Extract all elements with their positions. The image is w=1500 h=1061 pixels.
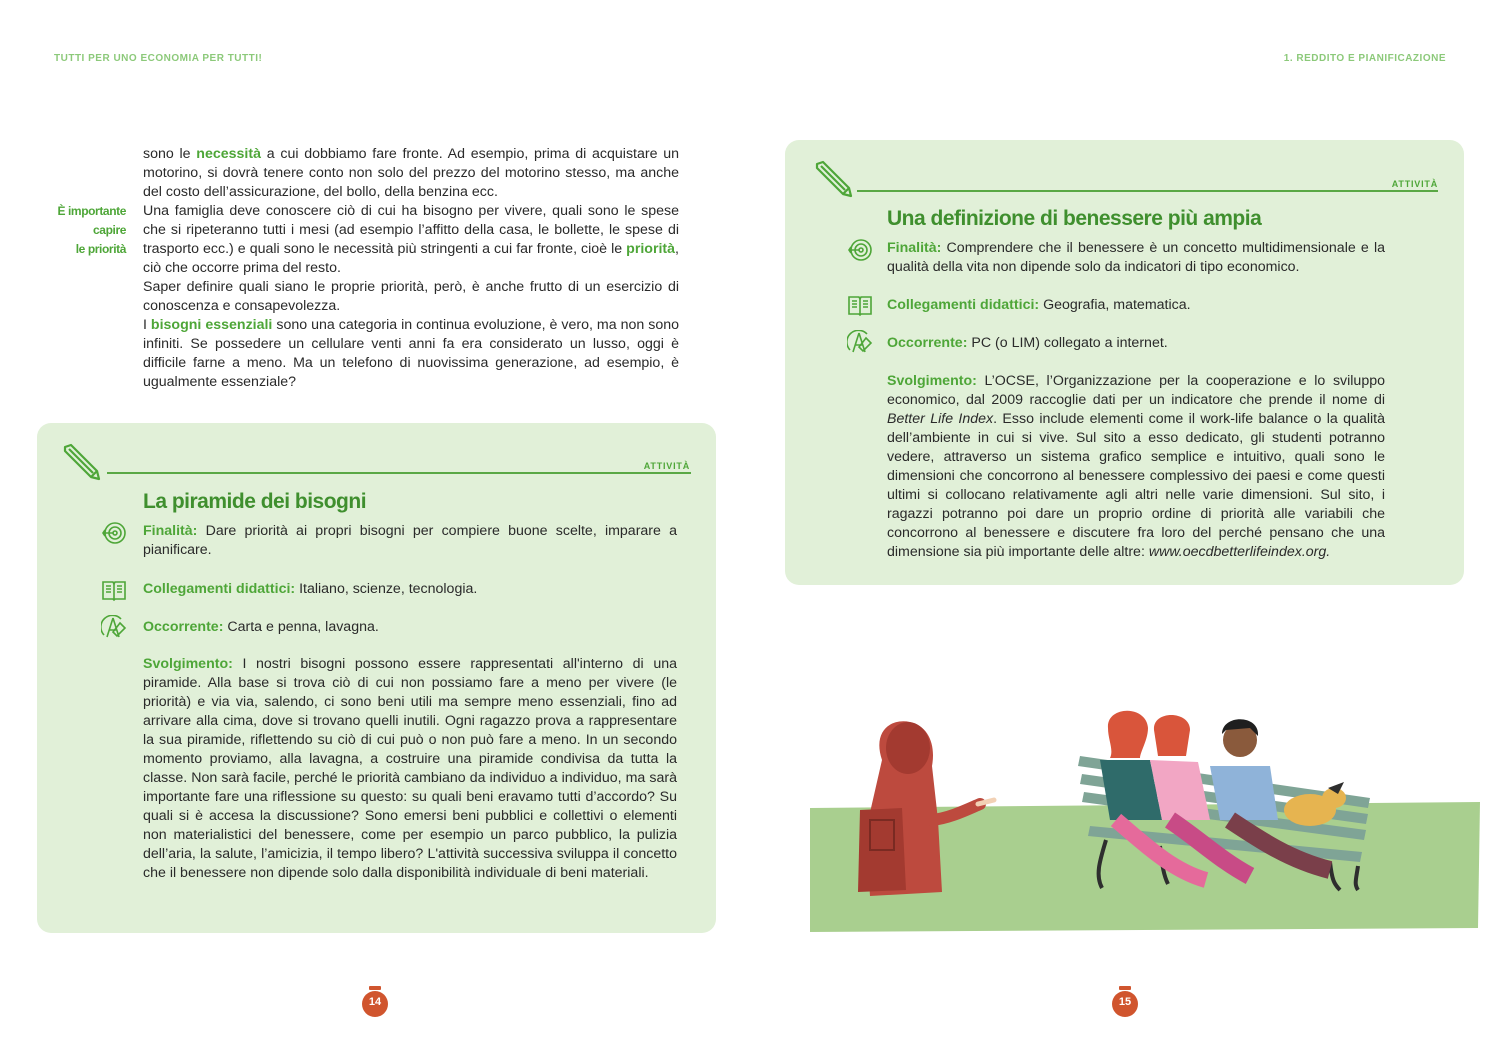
pencil-icon	[813, 158, 853, 198]
occorrente-row	[143, 618, 677, 637]
collegamenti-text: Geografia, matematica.	[1039, 297, 1191, 313]
better-life-index: Better Life Index	[887, 411, 994, 427]
paragraph-4	[143, 316, 679, 392]
header-rule	[107, 472, 691, 474]
collegamenti-row	[887, 296, 1385, 315]
activity-tag: ATTIVITÀ	[643, 461, 690, 471]
text-run: a cui dobbiamo fare fronte. Ad esempio, prima di acquistare un motorino, si dovrà tenere conto non solo del prezzo del motorino stesso, ma anche del costo dell’assicurazione, del bollo, della benzina ecc.	[143, 146, 679, 200]
body-text	[143, 145, 679, 392]
oecd-url: www.oecdbetterlifeindex.org.	[1148, 544, 1331, 560]
occorrente-text: PC (o LIM) collegato a internet.	[967, 335, 1168, 351]
occorrente-row	[887, 334, 1385, 353]
occorrente-label: Occorrente:	[887, 335, 968, 351]
pencil-icon	[61, 441, 101, 481]
margin-note	[40, 202, 126, 259]
running-head-left: TUTTI PER UNO ECONOMIA PER TUTTI!	[54, 53, 263, 64]
margin-note-line-3: le priorità	[75, 242, 126, 256]
svolgimento-row	[887, 372, 1385, 562]
running-head-right: 1. REDDITO E PIANIFICAZIONE	[1283, 53, 1446, 64]
finalita-row	[887, 239, 1385, 277]
header-rule	[857, 190, 1438, 192]
compass-ruler-icon	[847, 330, 873, 356]
target-icon	[847, 236, 873, 262]
text-run: , ciò che occorre prima del resto.	[143, 241, 679, 276]
finalita-label: Finalità:	[887, 240, 942, 256]
paragraph-3: Saper definire quali siano le proprie priorità, però, è anche frutto di un esercizio di conoscenza e consapevolezza.	[143, 279, 679, 314]
svolgimento-label: Svolgimento:	[143, 656, 233, 672]
margin-note-line-1: È importante	[57, 204, 126, 218]
keyword-necessita: necessità	[196, 146, 261, 162]
compass-ruler-icon	[101, 615, 127, 641]
activity-tag: ATTIVITÀ	[1391, 179, 1438, 189]
collegamenti-label: Collegamenti didattici:	[887, 297, 1040, 313]
activity-title: Una definizione di benessere più ampia	[887, 207, 1262, 230]
finalita-row	[143, 522, 677, 560]
svolgimento-text: L’OCSE, l’Organizzazione per la cooperazione e lo sviluppo economico, dal 2009 raccoglie dati per un indicatore che prende il nome di	[887, 373, 1385, 408]
svolgimento-label: Svolgimento:	[887, 373, 977, 389]
keyword-bisogni-essenziali: bisogni essenziali	[150, 317, 273, 333]
activity-title: La piramide dei bisogni	[143, 490, 367, 513]
text-run: sono una categoria in continua evoluzione, è vero, ma non sono infiniti. Se possedere un cellulare venti anni fa era considerato un lusso, oggi è difficile farne a meno. Ma un telefono di nuovissima generazione, ad esempio, è ugualmente essenziale?	[143, 317, 679, 390]
svolgimento-text: . Esso include elementi come il work-life balance o la qualità dell’ambiente in cui si vive. Sul sito a esso dedicato, gli studenti potranno vedere, attraverso un sistema grafico semplice e intuitivo, quali sono le dimensioni che concorrono al benessere complessivo dei paesi e come questi ultimi si collocano relativamente agli altri nelle varie dimensioni. Sul sito, i ragazzi potranno poi dare un proprio ordine di priorità alle variabili che concorrono al benessere e discutere fra loro del perché pensano che una dimensione sia più importante delle altre:	[887, 411, 1385, 560]
activity-box-2	[785, 140, 1464, 585]
keyword-priorita: priorità	[626, 241, 676, 257]
finalita-label: Finalità:	[143, 523, 198, 539]
text-run: I	[143, 317, 151, 333]
collegamenti-row	[143, 580, 677, 599]
finalita-text: Comprendere che il benessere è un concetto multidimensionale e la qualità della vita non dipende solo da indicatori di tipo economico.	[887, 240, 1385, 275]
page-number-left	[361, 986, 389, 1020]
text-run: sono le	[143, 146, 197, 162]
collegamenti-label: Collegamenti didattici:	[143, 581, 296, 597]
page-number-text: 14	[368, 996, 382, 1008]
park-bench-illustration	[810, 670, 1480, 940]
text-run: Una famiglia deve conoscere ciò di cui ha bisogno per vivere, quali sono le spese che si ripeteranno tutti i mesi (ad esempio l’affitto della casa, le bollette, le spese di trasporto ecc.) e quali sono le necessità più stringenti a cui far fronte, cioè le	[143, 203, 679, 257]
page-number-right	[1111, 986, 1139, 1020]
activity-box-1	[37, 423, 716, 933]
occorrente-text: Carta e penna, lavagna.	[223, 619, 379, 635]
occorrente-label: Occorrente:	[143, 619, 224, 635]
collegamenti-text: Italiano, scienze, tecnologia.	[295, 581, 478, 597]
book-icon	[847, 292, 873, 318]
margin-note-line-2: capire	[93, 223, 126, 237]
page-number-text: 15	[1118, 996, 1132, 1008]
svolgimento-text: I nostri bisogni possono essere rappresentati all'interno di una piramide. Alla base si trova ciò di cui non possiamo fare a meno per vivere (le priorità) e via via, salendo, ci sono beni utili ma sempre meno essenziali, fino ad arrivare alla cima, dove si trovano quelli inutili. Ogni ragazzo prova a rappresentare la sua piramide, riflettendo su ciò di cui può o non può fare a meno. In un secondo momento proviamo, alla lavagna, a costruire una piramide condivisa da tutta la classe. Non sarà facile, perché le priorità cambiano da individuo a individuo, ma sarà importante fare una riflessione su questo: su quali beni eravamo tutti d’accordo? Su quali si è accesa la discussione? Sono emersi beni pubblici e collettivi o elementi non materialistici del benessere, come per esempio un parco pubblico, la pulizia dell’aria, la salute, l’amicizia, il tempo libero? L'attività successiva sviluppa il concetto che il benessere non dipende solo dalla disponibilità individuale di beni materiali.	[143, 656, 677, 881]
paragraph-1	[143, 145, 679, 202]
book-icon	[101, 577, 127, 603]
paragraph-2	[143, 202, 679, 278]
target-icon	[101, 519, 127, 545]
svolgimento-row	[143, 655, 677, 883]
finalita-text: Dare priorità ai propri bisogni per compiere buone scelte, imparare a pianificare.	[143, 523, 677, 558]
